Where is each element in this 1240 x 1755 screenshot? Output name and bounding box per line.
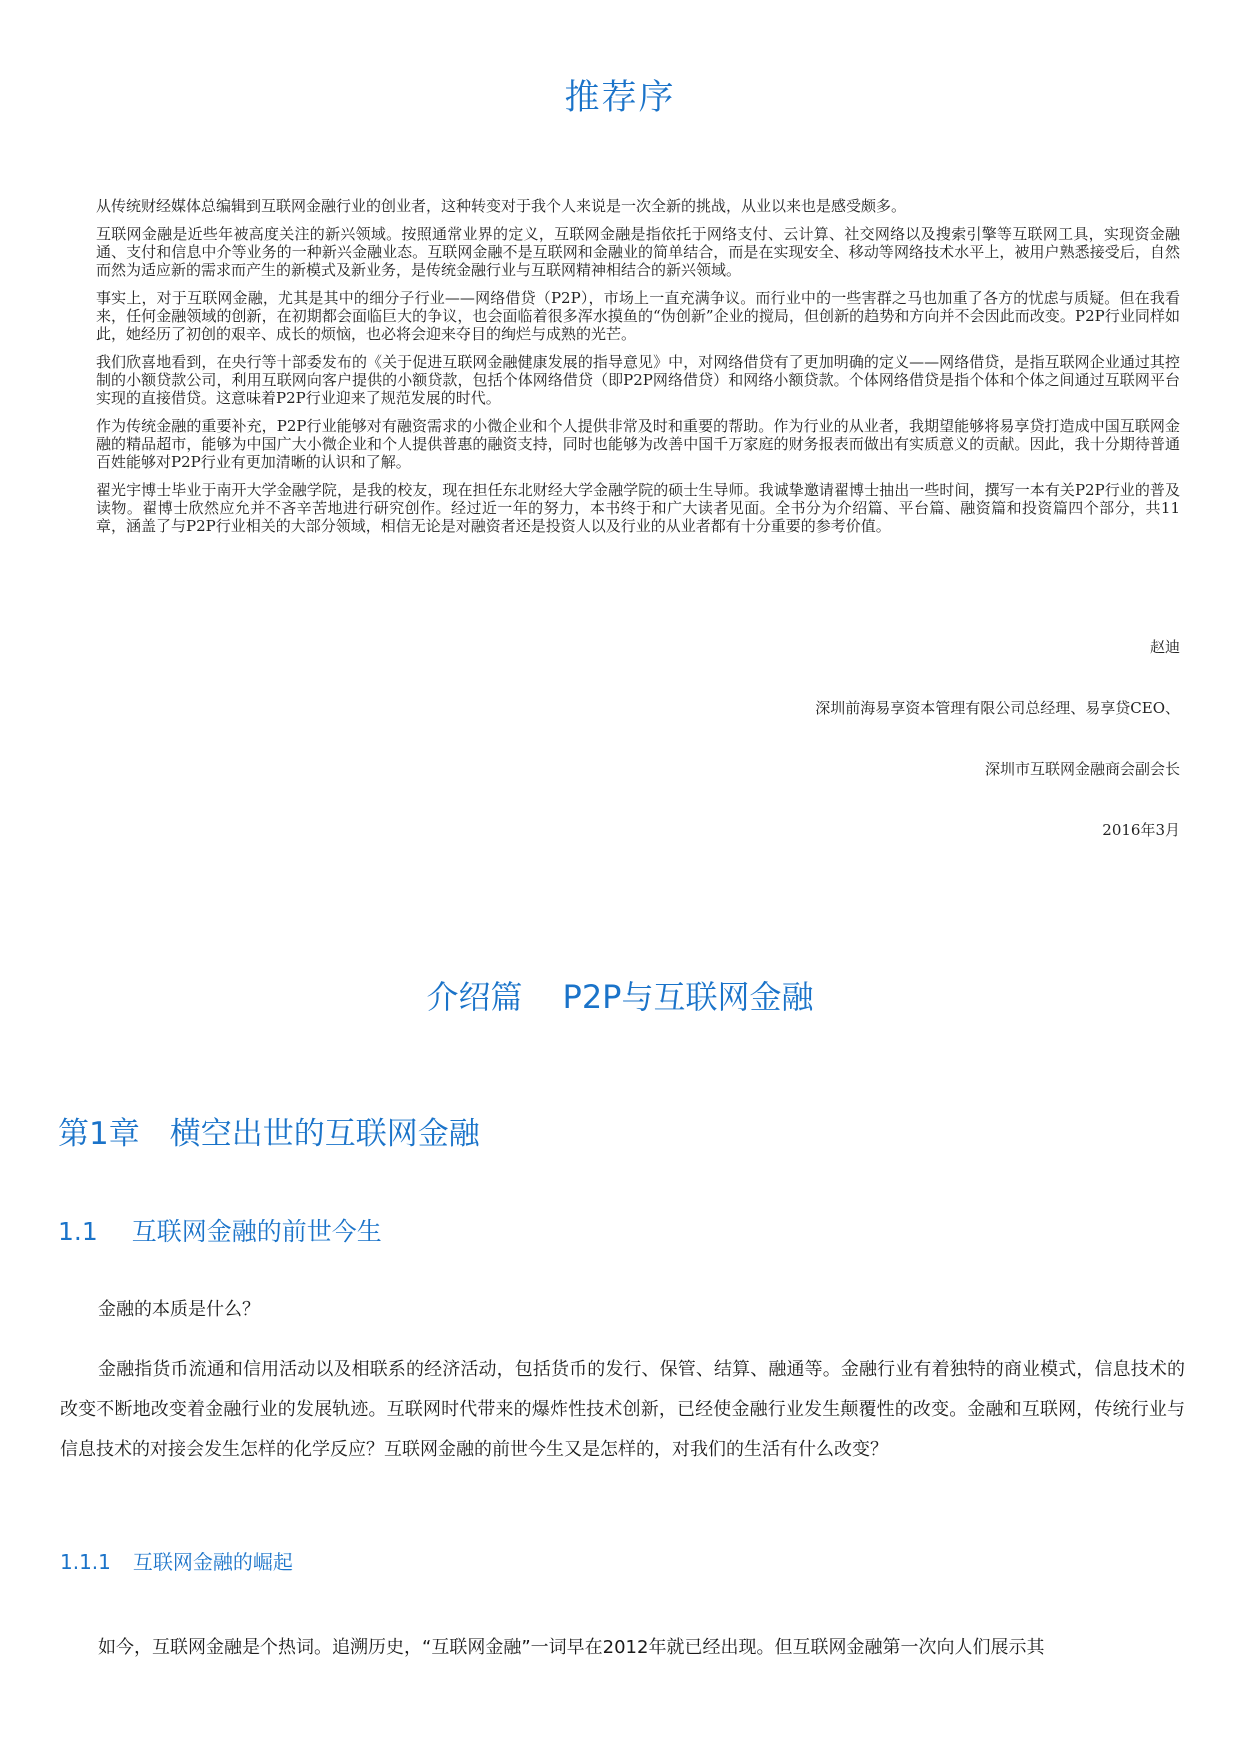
preface-paragraph: 我们欣喜地看到，在央行等十部委发布的《关于促进互联网金融健康发展的指导意见》中，对网络借贷有了更加明确的定义——网络借贷，是指互联网企业通过其控制的小额贷款公司，利用互联网向客户提供的小额贷款，包括个体网络借贷（即P2P网络借贷）和网络小额贷款。个体网络借贷是指个体和个体之间通过互联网平台实现的直接借贷。这意味着P2P行业迎来了规范发展的时代。 xyxy=(96,353,1180,407)
section-name: 互联网金融的前世今生 xyxy=(131,1217,382,1246)
body-paragraph-1 xyxy=(60,1350,1185,1470)
chapter-name: 横空出世的互联网金融 xyxy=(169,1116,480,1152)
section-number: 1.1 xyxy=(58,1217,98,1246)
preface-paragraph: 事实上，对于互联网金融，尤其是其中的细分子行业——网络借贷（P2P），市场上一直充满争议。而行业中的一些害群之马也加重了各方的忧虑与质疑。但在我看来，任何金融领域的创新，在初期都会面临巨大的争议，也会面临着很多浑水摸鱼的“伪创新”企业的搅局，但创新的趋势和方向并不会因此而改变。P2P行业同样如此，她经历了初创的艰辛、成长的烦恼，也必将会迎来夺目的绚烂与成熟的光芒。 xyxy=(96,289,1180,343)
preface-paragraph: 翟光宇博士毕业于南开大学金融学院，是我的校友，现在担任东北财经大学金融学院的硕士生导师。我诚挚邀请翟博士抽出一些时间，撰写一本有关P2P行业的普及读物。翟博士欣然应允并不吝辛苦地进行研究创作。经过近一年的努力，本书终于和广大读者见面。全书分为介绍篇、平台篇、融资篇和投资篇四个部分，共11章，涵盖了与P2P行业相关的大部分领域，相信无论是对融资者还是投资人以及行业的从业者都有十分重要的参考价值。 xyxy=(96,481,1180,535)
signature-title-line2: 深圳市互联网金融商会副会长 xyxy=(984,760,1180,778)
part-label: 介绍篇 xyxy=(426,978,523,1016)
question-text: 金融的本质是什么？ xyxy=(98,1299,260,1320)
preface-paragraph: 互联网金融是近些年被高度关注的新兴领域。按照通常业界的定义，互联网金融是指依托于网络支付、云计算、社交网络以及搜索引擎等互联网工具，实现资金融通、支付和信息中介等业务的一种新兴金融业态。互联网金融不是互联网和金融业的简单结合，而是在实现安全、移动等网络技术水平上，被用户熟悉接受后，自然而然为适应新的需求而产生的新模式及新业务，是传统金融行业与互联网精神相结合的新兴领域。 xyxy=(96,225,1180,279)
part-name: P2P与互联网金融 xyxy=(562,978,814,1016)
paragraph-text: 金融指货币流通和信用活动以及相联系的经济活动，包括货币的发行、保管、结算、融通等。金融行业有着独特的商业模式，信息技术的改变不断地改变着金融行业的发展轨迹。互联网时代带来的爆炸性技术创新，已经使金融行业发生颠覆性的改变。金融和互联网，传统行业与信息技术的对接会发生怎样的化学反应？互联网金融的前世今生又是怎样的，对我们的生活有什么改变？ xyxy=(60,1359,1185,1460)
subsection-title xyxy=(60,1546,293,1575)
subsection-number: 1.1.1 xyxy=(60,1550,111,1574)
body-paragraph-2 xyxy=(60,1628,1185,1668)
subsection-name: 互联网金融的崛起 xyxy=(132,1550,293,1574)
preface-paragraph: 从传统财经媒体总编辑到互联网金融行业的创业者，这种转变对于我个人来说是一次全新的挑战，从业以来也是感受颇多。 xyxy=(96,197,907,215)
part-title xyxy=(0,972,1240,1018)
chapter-number: 第1章 xyxy=(58,1116,140,1152)
signature-date: 2016年3月 xyxy=(1102,821,1180,839)
preface-body xyxy=(96,197,1180,545)
preface-title: 推荐序 xyxy=(564,78,676,118)
body-question xyxy=(60,1290,1185,1330)
signature-name: 赵迪 xyxy=(1149,638,1180,656)
chapter-title xyxy=(58,1108,480,1153)
signature-title-line1: 深圳前海易享资本管理有限公司总经理、易享贷CEO、 xyxy=(815,699,1180,717)
section-title xyxy=(58,1212,382,1248)
preface-paragraph: 作为传统金融的重要补充，P2P行业能够对有融资需求的小微企业和个人提供非常及时和重要的帮助。作为行业的从业者，我期望能够将易享贷打造成中国互联网金融的精品超市，能够为中国广大小微企业和个人提供普惠的融资支持，同时也能够为改善中国千万家庭的财务报表而做出有实质意义的贡献。因此，我十分期待普通百姓能够对P2P行业有更加清晰的认识和了解。 xyxy=(96,417,1180,471)
paragraph-text: 如今，互联网金融是个热词。追溯历史，“互联网金融”一词早在2012年就已经出现。但互联网金融第一次向人们展示其 xyxy=(98,1637,1045,1658)
